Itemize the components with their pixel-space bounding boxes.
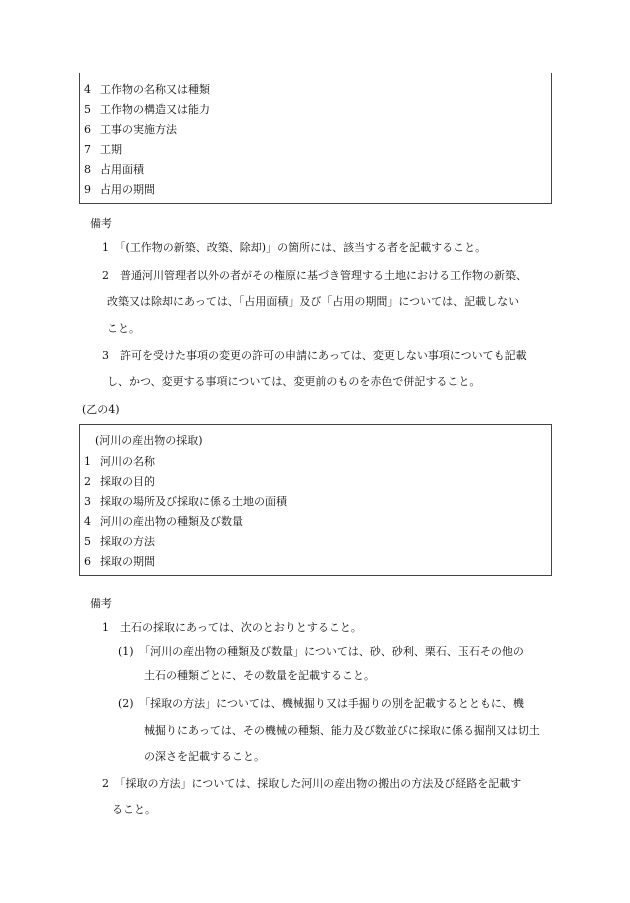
table-row: 2 採取の目的	[84, 475, 155, 488]
table-row: 9 占用の期間	[84, 183, 155, 196]
table-row: 3 採取の場所及び採取に係る土地の面積	[84, 495, 287, 508]
remark-sub-line: 土石の種類ごとに、その数量を記載すること。	[144, 669, 375, 682]
remark-sub-line: 械掘りにあっては、その機械の種類、能力及び数並びに採取に係る掘削又は切土	[144, 724, 540, 737]
remarks-heading: 備考	[90, 217, 112, 230]
remark-line: こと。	[107, 322, 140, 335]
remark-line: し、かつ、変更する事項については、変更前のものを赤色で併記すること。	[107, 375, 481, 388]
table-row: 6 採取の期間	[84, 555, 155, 568]
table-row: 5 採取の方法	[84, 535, 155, 548]
table-row: 1 河川の名称	[84, 455, 155, 468]
remarks-heading: 備考	[90, 597, 112, 610]
remark-line: 1 「(工作物の新築、改築、除却)」の箇所には、該当する者を記載すること。	[102, 241, 487, 254]
table-row: 5 工作物の構造又は能力	[84, 103, 210, 116]
remark-line: 改築又は除却にあっては、「占用面積」及び「占用の期間」については、記載しない	[107, 295, 520, 308]
table-row: 7 工期	[84, 143, 122, 156]
remark-line: 1 土石の採取にあっては、次のとおりとすること。	[102, 621, 362, 634]
remark-sub-line: の深さを記載すること。	[144, 750, 265, 763]
table-row: 4 工作物の名称又は種類	[84, 83, 210, 96]
remark-sub-line: (2) 「採取の方法」については、機械掘り又は手掘りの別を記載するとともに、機	[118, 697, 524, 710]
remark-line: 3 許可を受けた事項の変更の許可の申請にあっては、変更しない事項についても記載	[102, 349, 527, 362]
remark-line: ること。	[112, 803, 156, 816]
remark-sub-line: (1) 「河川の産出物の種類及び数量」については、砂、砂利、栗石、玉石その他の	[118, 645, 524, 658]
table-row: 4 河川の産出物の種類及び数量	[84, 515, 243, 528]
section-label: (乙の4)	[82, 403, 120, 416]
remark-line: 2 普通河川管理者以外の者がその権原に基づき管理する土地における工作物の新築、	[102, 269, 527, 282]
remark-line: 2 「採取の方法」については、採取した河川の産出物の搬出の方法及び経路を記載す	[102, 777, 522, 790]
table-row: 6 工事の実施方法	[84, 123, 177, 136]
table-title: (河川の産出物の採取)	[95, 434, 203, 447]
table-row: 8 占用面積	[84, 163, 144, 176]
